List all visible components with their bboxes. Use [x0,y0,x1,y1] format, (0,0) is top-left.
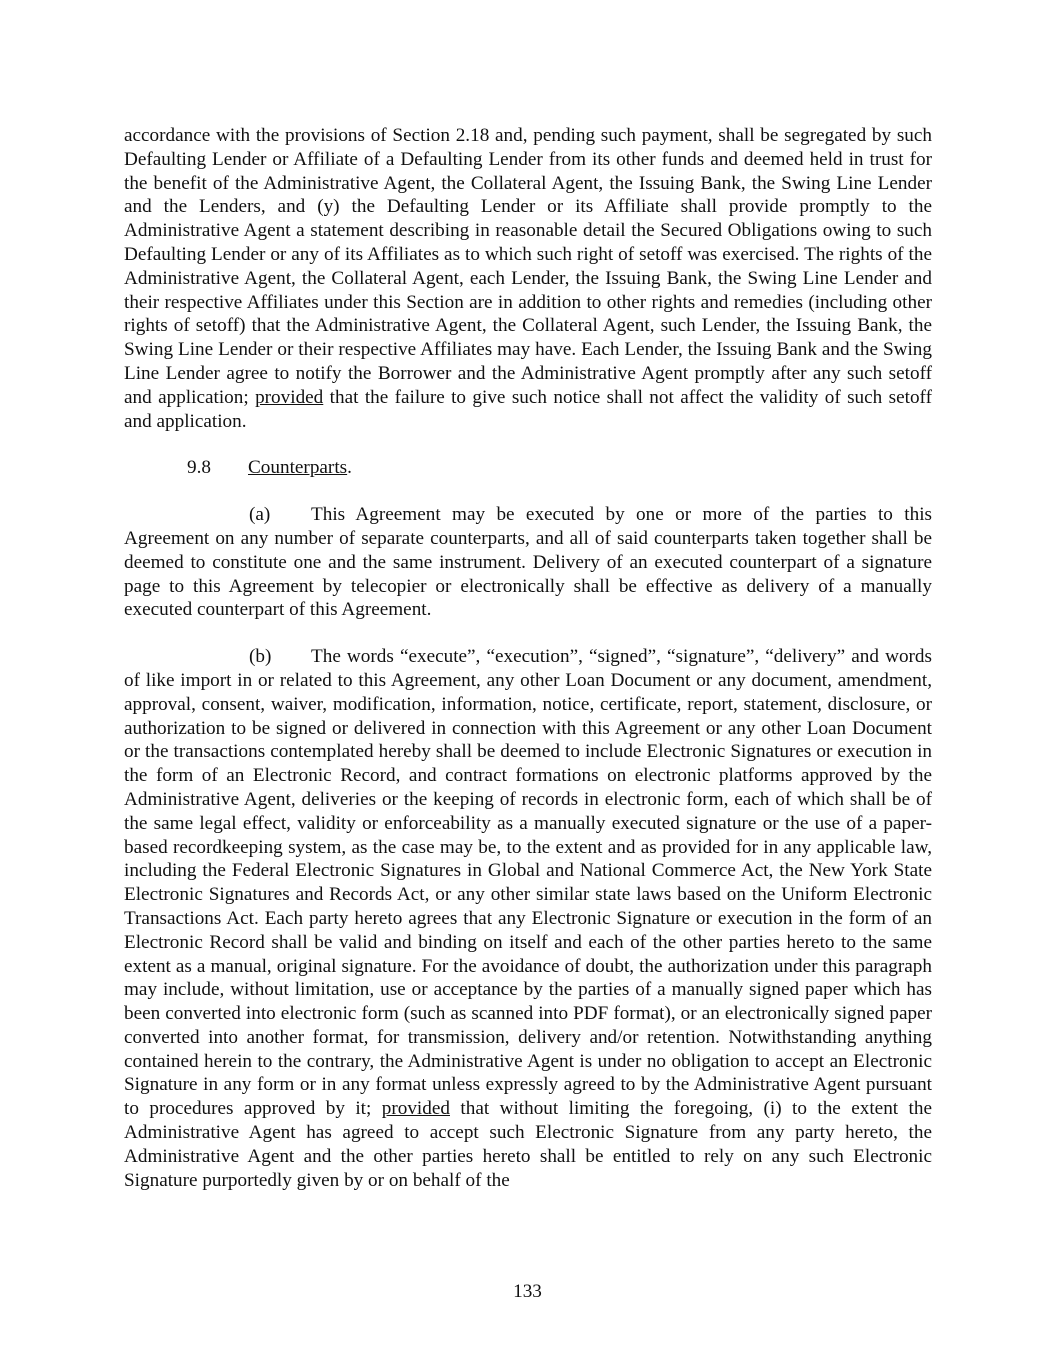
section-number: 9.8 [187,457,211,479]
section-title: Counterparts [248,457,348,479]
continuation-text: accordance with the provisions of Section 2.18 and, pending such payment, shall be segregated by such Defaulting Lender or Affiliate of a Defaulting Lender from its other funds and deemed held in trust for the benefit of the Administrative Agent, the Collateral Agent, the Issuing Bank, the Swing Line Lender and the Lenders, and (y) the Defaulting Lender or its Affiliate shall provide promptly to the Administrative Agent a statement describing in reasonable detail the Secured Obligations owing to such Defaulting Lender or any of its Affiliates as to which such right of setoff was exercised. The rights of the Administrative Agent, the Collateral Agent, each Lender, the Issuing Bank, the Swing Line Lender and their respective Affiliates under this Section are in addition to other rights and remedies (including other rights of setoff) that the Administrative Agent, the Collateral Agent, such Lender, the Issuing Bank, the Swing Line Lender or their respective Affiliates may have. Each Lender, the Issuing Bank and the Swing Line Lender agree to notify the Borrower and the Administrative Agent promptly after any such setoff and application; [124,125,932,408]
section-heading [124,456,932,480]
document-page [124,124,932,1215]
provided-term: provided [255,386,324,408]
subsection-a-text: This Agreement may be executed by one or more of the parties to this Agreement on any number of separate counterparts, and all of said counterparts taken together shall be deemed to constitute one and the same instrument. Delivery of an executed counterpart of a signature page to this Agreement by telecopier or electronically shall be effective as delivery of a manually executed counterpart of this Agreement. [124,504,932,621]
subsection-a-label: (a) [249,504,271,526]
subsection-a [124,503,932,622]
section-title-period: . [347,457,352,479]
subsection-b-text-end: that without limiting the foregoing, (i) to the extent the Administrative Agent has agreed to accept such Electronic Signature from any party hereto, the Administrative Agent and the other parties hereto shall be entitled to rely on any such Electronic Signature purportedly given by or on behalf of the [124,1098,932,1191]
subsection-b [124,645,932,1192]
continuation-paragraph [124,124,932,433]
subsection-b-label: (b) [249,646,272,668]
page-number: 133 [513,1281,542,1302]
continuation-text-end: that the failure to give such notice shall not affect the validity of such setoff and application. [124,386,932,432]
subsection-b-text: The words “execute”, “execution”, “signed”, “signature”, “delivery” and words of like import in or related to this Agreement, any other Loan Document or any document, amendment, approval, consent, waiver, modification, information, notice, certificate, report, statement, disclosure, or authorization to be signed or delivered in connection with this Agreement or any other Loan Document or the transactions contemplated hereby shall be deemed to include Electronic Signatures or execution in the form of an Electronic Record, and contract formations on electronic platforms approved by the Administrative Agent, deliveries or the keeping of records in electronic form, each of which shall be of the same legal effect, validity or enforceability as a manually executed signature or the use of a paper-based recordkeeping system, as the case may be, to the extent and as provided for in any applicable law, including the Federal Electronic Signatures in Global and National Commerce Act, the New York State Electronic Signatures and Records Act, or any other similar state laws based on the Uniform Electronic Transactions Act. Each party hereto agrees that any Electronic Signature or execution in the form of an Electronic Record shall be valid and binding on itself and each of the other parties hereto to the same extent as a manual, original signature. For the avoidance of doubt, the authorization under this paragraph may include, without limitation, use or acceptance by the parties of a manually signed paper which has been converted into electronic form (such as scanned into PDF format), or an electronically signed paper converted into another format, for transmission, delivery and/or retention. Notwithstanding anything contained herein to the contrary, the Administrative Agent is under no obligation to accept an Electronic Signature in any form or in any format unless expressly agreed to by the Administrative Agent pursuant to procedures approved by it; [124,646,932,1120]
provided-term: provided [381,1098,450,1120]
